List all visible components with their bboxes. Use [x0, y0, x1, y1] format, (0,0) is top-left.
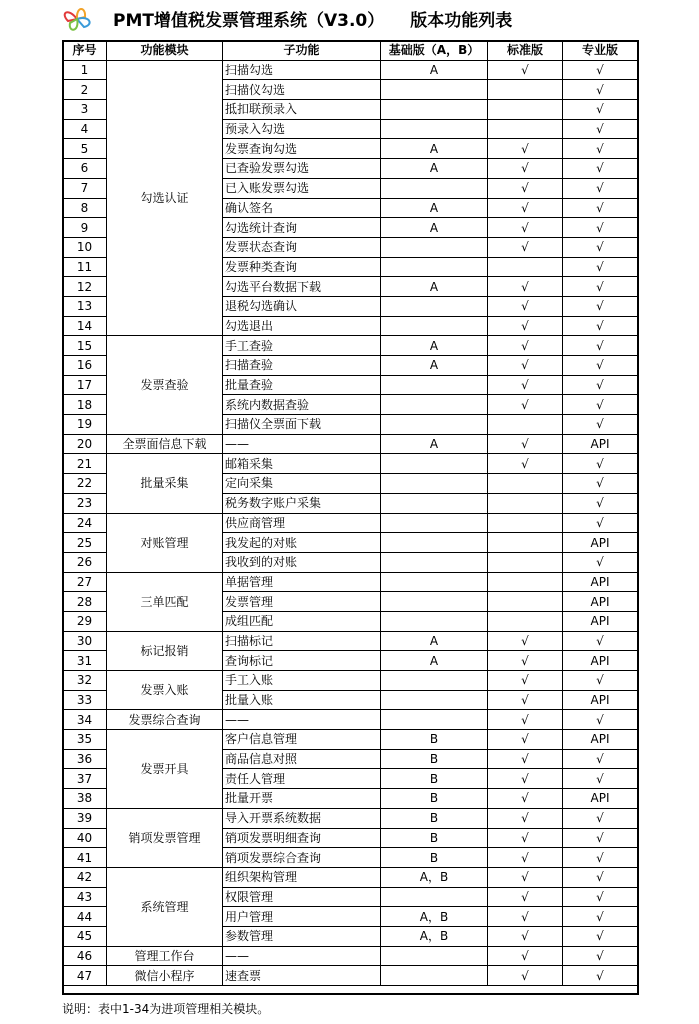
sub-function: 退税勾选确认 [223, 296, 381, 316]
basic-edition: B [381, 730, 488, 750]
basic-edition [381, 454, 488, 474]
title-main: PMT增值税发票管理系统（V3.0） [113, 11, 385, 31]
basic-edition [381, 671, 488, 691]
sub-function: 发票查询勾选 [223, 139, 381, 159]
pro-edition: √ [563, 474, 638, 494]
pro-edition: √ [563, 808, 638, 828]
sub-function: 责任人管理 [223, 769, 381, 789]
standard-edition: √ [488, 434, 563, 454]
sub-function: 导入开票系统数据 [223, 808, 381, 828]
standard-edition: √ [488, 198, 563, 218]
module-name: 标记报销 [107, 631, 223, 670]
basic-edition [381, 690, 488, 710]
basic-edition: A [381, 631, 488, 651]
sub-function: 系统内数据查验 [223, 395, 381, 415]
basic-edition: B [381, 828, 488, 848]
standard-edition: √ [488, 966, 563, 986]
pro-edition: √ [563, 749, 638, 769]
table-row [63, 966, 638, 986]
sub-function: 发票状态查询 [223, 237, 381, 257]
row-number: 37 [63, 769, 107, 789]
row-number: 30 [63, 631, 107, 651]
basic-edition: A [381, 277, 488, 297]
row-number: 25 [63, 533, 107, 553]
row-number: 13 [63, 296, 107, 316]
pro-edition: √ [563, 159, 638, 179]
document-header [0, 0, 699, 38]
standard-edition: √ [488, 789, 563, 809]
row-number: 31 [63, 651, 107, 671]
standard-edition: √ [488, 808, 563, 828]
standard-edition: √ [488, 710, 563, 730]
standard-edition [488, 100, 563, 120]
table-row [63, 867, 638, 887]
sub-function: 邮箱采集 [223, 454, 381, 474]
pro-edition: √ [563, 375, 638, 395]
sub-function: 勾选统计查询 [223, 218, 381, 238]
module-name: 发票入账 [107, 671, 223, 710]
table-row [63, 710, 638, 730]
standard-edition: √ [488, 730, 563, 750]
pro-edition: API [563, 572, 638, 592]
standard-edition [488, 119, 563, 139]
row-number: 8 [63, 198, 107, 218]
basic-edition [381, 552, 488, 572]
document-title [113, 6, 512, 31]
pro-edition: √ [563, 946, 638, 966]
pro-edition: √ [563, 631, 638, 651]
sub-function: 销项发票综合查询 [223, 848, 381, 868]
row-number: 18 [63, 395, 107, 415]
basic-edition [381, 375, 488, 395]
table-row [63, 730, 638, 750]
row-number: 44 [63, 907, 107, 927]
sub-function: 勾选平台数据下载 [223, 277, 381, 297]
module-name: 管理工作台 [107, 946, 223, 966]
standard-edition [488, 474, 563, 494]
row-number: 34 [63, 710, 107, 730]
row-number: 1 [63, 60, 107, 80]
standard-edition: √ [488, 356, 563, 376]
basic-edition: B [381, 749, 488, 769]
row-number: 12 [63, 277, 107, 297]
module-name: 三单匹配 [107, 572, 223, 631]
pro-edition: √ [563, 513, 638, 533]
standard-edition: √ [488, 887, 563, 907]
standard-edition [488, 257, 563, 277]
sub-function: 查询标记 [223, 651, 381, 671]
pro-edition: √ [563, 966, 638, 986]
row-number: 38 [63, 789, 107, 809]
module-name: 微信小程序 [107, 966, 223, 986]
row-number: 10 [63, 237, 107, 257]
sub-function: 速查票 [223, 966, 381, 986]
pro-edition: √ [563, 887, 638, 907]
pro-edition: √ [563, 60, 638, 80]
table-row [63, 434, 638, 454]
standard-edition [488, 493, 563, 513]
standard-edition: √ [488, 769, 563, 789]
basic-edition: A [381, 139, 488, 159]
row-number: 9 [63, 218, 107, 238]
standard-edition [488, 552, 563, 572]
basic-edition [381, 887, 488, 907]
sub-function: 预录入勾选 [223, 119, 381, 139]
standard-edition: √ [488, 316, 563, 336]
standard-edition: √ [488, 296, 563, 316]
row-number: 6 [63, 159, 107, 179]
sub-function: 已查验发票勾选 [223, 159, 381, 179]
basic-edition: B [381, 789, 488, 809]
basic-edition: A [381, 336, 488, 356]
row-number: 46 [63, 946, 107, 966]
pro-edition: √ [563, 907, 638, 927]
basic-edition [381, 513, 488, 533]
pro-edition: √ [563, 237, 638, 257]
row-number: 47 [63, 966, 107, 986]
sub-function: 扫描仪勾选 [223, 80, 381, 100]
table-row [63, 454, 638, 474]
pro-edition: √ [563, 926, 638, 946]
table-row [63, 671, 638, 691]
row-number: 4 [63, 119, 107, 139]
row-number: 15 [63, 336, 107, 356]
standard-edition: √ [488, 139, 563, 159]
pro-edition: API [563, 434, 638, 454]
row-number: 32 [63, 671, 107, 691]
standard-edition: √ [488, 159, 563, 179]
basic-edition [381, 533, 488, 553]
table-row [63, 572, 638, 592]
row-number: 29 [63, 611, 107, 631]
basic-edition [381, 474, 488, 494]
pro-edition: √ [563, 710, 638, 730]
basic-edition: A [381, 651, 488, 671]
pro-edition: √ [563, 454, 638, 474]
pro-edition: √ [563, 356, 638, 376]
sub-function: 组织架构管理 [223, 867, 381, 887]
standard-edition: √ [488, 395, 563, 415]
sub-function: 销项发票明细查询 [223, 828, 381, 848]
sub-function: —— [223, 434, 381, 454]
title-sub: 版本功能列表 [410, 11, 513, 31]
header-standard: 标准版 [488, 41, 563, 61]
module-name: 销项发票管理 [107, 808, 223, 867]
module-name: 发票综合查询 [107, 710, 223, 730]
row-number: 21 [63, 454, 107, 474]
basic-edition [381, 119, 488, 139]
feature-table [62, 40, 638, 986]
basic-edition [381, 80, 488, 100]
row-number: 20 [63, 434, 107, 454]
row-number: 33 [63, 690, 107, 710]
sub-function: —— [223, 710, 381, 730]
sub-function: 权限管理 [223, 887, 381, 907]
standard-edition: √ [488, 749, 563, 769]
sub-function: 单据管理 [223, 572, 381, 592]
pro-edition: √ [563, 828, 638, 848]
header-module: 功能模块 [107, 41, 223, 61]
row-number: 5 [63, 139, 107, 159]
basic-edition: A，B [381, 867, 488, 887]
pro-edition: √ [563, 316, 638, 336]
standard-edition: √ [488, 946, 563, 966]
sub-function: 用户管理 [223, 907, 381, 927]
table-row [63, 513, 638, 533]
sub-function: 批量开票 [223, 789, 381, 809]
row-number: 43 [63, 887, 107, 907]
sub-function: 客户信息管理 [223, 730, 381, 750]
pro-edition: √ [563, 100, 638, 120]
pro-edition: API [563, 789, 638, 809]
standard-edition: √ [488, 907, 563, 927]
standard-edition: √ [488, 218, 563, 238]
standard-edition [488, 80, 563, 100]
module-name: 批量采集 [107, 454, 223, 513]
standard-edition: √ [488, 828, 563, 848]
row-number: 40 [63, 828, 107, 848]
module-name: 全票面信息下载 [107, 434, 223, 454]
standard-edition: √ [488, 178, 563, 198]
sub-function: 发票管理 [223, 592, 381, 612]
sub-function: 供应商管理 [223, 513, 381, 533]
standard-edition: √ [488, 651, 563, 671]
row-number: 35 [63, 730, 107, 750]
basic-edition [381, 946, 488, 966]
sub-function: 批量查验 [223, 375, 381, 395]
row-number: 45 [63, 926, 107, 946]
basic-edition [381, 100, 488, 120]
pro-edition: √ [563, 119, 638, 139]
row-number: 3 [63, 100, 107, 120]
sub-function: 我发起的对账 [223, 533, 381, 553]
module-name: 系统管理 [107, 867, 223, 946]
standard-edition [488, 415, 563, 435]
row-number: 14 [63, 316, 107, 336]
basic-edition [381, 611, 488, 631]
sub-function: 扫描仪全票面下载 [223, 415, 381, 435]
pro-edition: API [563, 730, 638, 750]
row-number: 11 [63, 257, 107, 277]
sub-function: 抵扣联预录入 [223, 100, 381, 120]
basic-edition [381, 178, 488, 198]
pro-edition: √ [563, 178, 638, 198]
sub-function: 手工入账 [223, 671, 381, 691]
basic-edition [381, 316, 488, 336]
sub-function: 手工查验 [223, 336, 381, 356]
basic-edition: A，B [381, 907, 488, 927]
row-number: 22 [63, 474, 107, 494]
pro-edition: √ [563, 198, 638, 218]
module-name: 勾选认证 [107, 60, 223, 336]
standard-edition [488, 611, 563, 631]
standard-edition [488, 513, 563, 533]
basic-edition [381, 710, 488, 730]
footnote: 说明：表中1-34为进项管理相关模块。 [62, 1002, 270, 1016]
sub-function: 商品信息对照 [223, 749, 381, 769]
basic-edition: B [381, 769, 488, 789]
pro-edition: √ [563, 671, 638, 691]
basic-edition [381, 415, 488, 435]
standard-edition [488, 533, 563, 553]
row-number: 16 [63, 356, 107, 376]
table-row [63, 808, 638, 828]
table-header-row [63, 41, 638, 61]
header-pro: 专业版 [563, 41, 638, 61]
pro-edition: √ [563, 257, 638, 277]
pro-edition: √ [563, 552, 638, 572]
basic-edition: A [381, 60, 488, 80]
standard-edition: √ [488, 848, 563, 868]
standard-edition: √ [488, 336, 563, 356]
table-body [63, 60, 638, 985]
standard-edition: √ [488, 277, 563, 297]
pro-edition: √ [563, 296, 638, 316]
row-number: 27 [63, 572, 107, 592]
module-name: 发票开具 [107, 730, 223, 809]
standard-edition: √ [488, 671, 563, 691]
basic-edition [381, 257, 488, 277]
basic-edition [381, 592, 488, 612]
standard-edition: √ [488, 690, 563, 710]
pro-edition: √ [563, 867, 638, 887]
basic-edition: A [381, 434, 488, 454]
pro-edition: API [563, 690, 638, 710]
pro-edition: √ [563, 848, 638, 868]
sub-function: 勾选退出 [223, 316, 381, 336]
pro-edition: √ [563, 80, 638, 100]
basic-edition: A，B [381, 926, 488, 946]
row-number: 19 [63, 415, 107, 435]
pro-edition: √ [563, 415, 638, 435]
row-number: 36 [63, 749, 107, 769]
basic-edition [381, 395, 488, 415]
basic-edition [381, 493, 488, 513]
row-number: 39 [63, 808, 107, 828]
sub-function: —— [223, 946, 381, 966]
pro-edition: API [563, 533, 638, 553]
basic-edition: B [381, 808, 488, 828]
header-basic: 基础版（A，B） [381, 41, 488, 61]
basic-edition: A [381, 218, 488, 238]
row-number: 42 [63, 867, 107, 887]
basic-edition [381, 966, 488, 986]
table-row [63, 336, 638, 356]
pro-edition: √ [563, 336, 638, 356]
sub-function: 成组匹配 [223, 611, 381, 631]
module-name: 发票查验 [107, 336, 223, 434]
standard-edition: √ [488, 867, 563, 887]
sub-function: 扫描勾选 [223, 60, 381, 80]
standard-edition [488, 572, 563, 592]
row-number: 26 [63, 552, 107, 572]
basic-edition [381, 237, 488, 257]
pro-edition: √ [563, 277, 638, 297]
basic-edition [381, 296, 488, 316]
row-number: 2 [63, 80, 107, 100]
sub-function: 批量入账 [223, 690, 381, 710]
basic-edition: A [381, 356, 488, 376]
sub-function: 已入账发票勾选 [223, 178, 381, 198]
pro-edition: API [563, 651, 638, 671]
pro-edition: √ [563, 139, 638, 159]
basic-edition [381, 572, 488, 592]
row-number: 23 [63, 493, 107, 513]
basic-edition: B [381, 848, 488, 868]
sub-function: 确认签名 [223, 198, 381, 218]
sub-function: 参数管理 [223, 926, 381, 946]
sub-function: 发票种类查询 [223, 257, 381, 277]
basic-edition: A [381, 198, 488, 218]
sub-function: 扫描标记 [223, 631, 381, 651]
pro-edition: √ [563, 493, 638, 513]
sub-function: 扫描查验 [223, 356, 381, 376]
pro-edition: API [563, 611, 638, 631]
header-no: 序号 [63, 41, 107, 61]
table-row [63, 946, 638, 966]
pro-edition: API [563, 592, 638, 612]
header-sub-function: 子功能 [223, 41, 381, 61]
standard-edition: √ [488, 926, 563, 946]
row-number: 7 [63, 178, 107, 198]
standard-edition: √ [488, 454, 563, 474]
row-number: 24 [63, 513, 107, 533]
standard-edition: √ [488, 375, 563, 395]
pro-edition: √ [563, 769, 638, 789]
standard-edition: √ [488, 631, 563, 651]
module-name: 对账管理 [107, 513, 223, 572]
sub-function: 我收到的对账 [223, 552, 381, 572]
pro-edition: √ [563, 395, 638, 415]
pro-edition: √ [563, 218, 638, 238]
row-number: 28 [63, 592, 107, 612]
company-logo-icon [58, 5, 96, 33]
standard-edition: √ [488, 237, 563, 257]
row-number: 41 [63, 848, 107, 868]
table-row [63, 60, 638, 80]
sub-function: 税务数字账户采集 [223, 493, 381, 513]
sub-function: 定向采集 [223, 474, 381, 494]
table-row [63, 631, 638, 651]
row-number: 17 [63, 375, 107, 395]
standard-edition: √ [488, 60, 563, 80]
standard-edition [488, 592, 563, 612]
basic-edition: A [381, 159, 488, 179]
